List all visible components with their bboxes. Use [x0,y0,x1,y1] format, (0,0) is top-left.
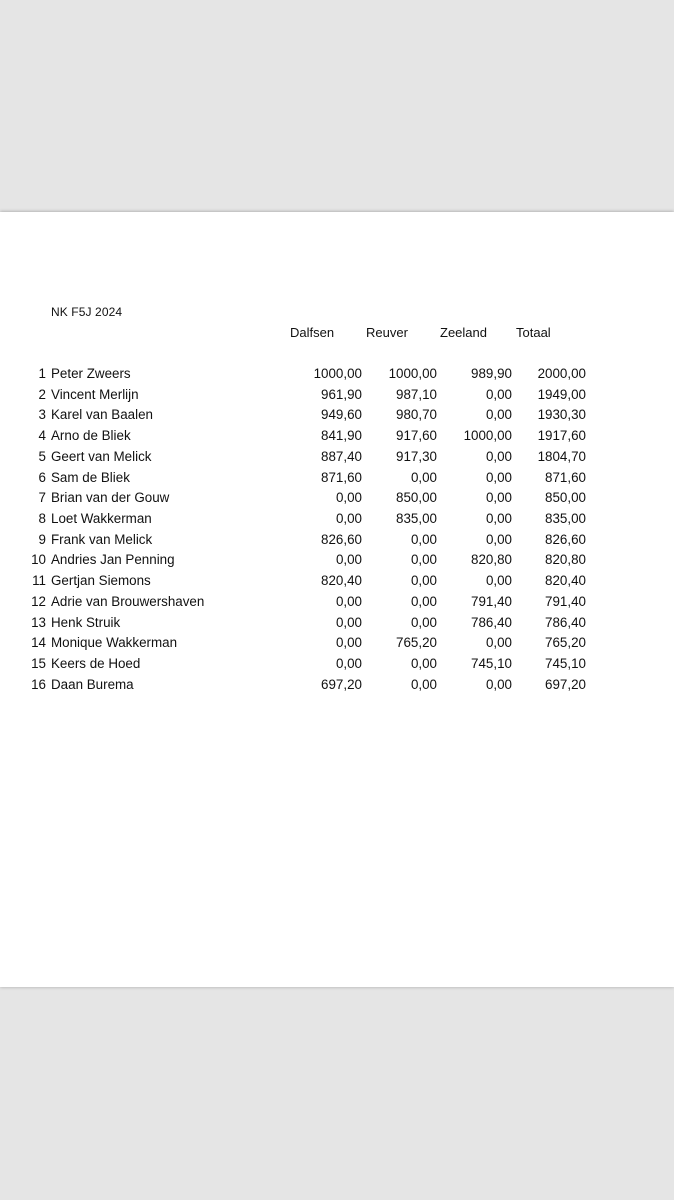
table-row [0,633,674,654]
zeeland-cell: 0,00 [485,469,512,485]
name-cell: Keers de Hoed [51,656,141,672]
reuver-cell: 765,20 [396,635,437,651]
table-row [0,571,674,592]
table-row [0,488,674,509]
rank-cell: 7 [38,490,46,506]
name-cell: Adrie van Brouwershaven [51,593,205,609]
column-header-totaal: Totaal [516,325,551,340]
name-cell: Gertjan Siemons [51,573,151,589]
reuver-cell: 0,00 [410,593,437,609]
reuver-cell: 917,60 [396,428,437,444]
rank-cell: 11 [32,573,46,589]
dalfsen-cell: 1000,00 [313,366,362,381]
table-row [0,426,674,447]
zeeland-cell: 745,10 [471,656,512,672]
totaal-cell: 820,40 [545,573,586,589]
totaal-cell: 745,10 [545,656,586,672]
rank-cell: 3 [38,407,46,423]
totaal-cell: 1917,60 [537,428,586,444]
dalfsen-cell: 887,40 [321,448,362,464]
dalfsen-cell: 0,00 [335,511,362,527]
rank-cell: 15 [31,656,46,672]
document-page [0,212,674,987]
dalfsen-cell: 871,60 [321,469,362,485]
totaal-cell: 765,20 [545,635,586,651]
rank-cell: 5 [38,448,46,464]
zeeland-cell: 0,00 [485,573,512,589]
name-cell: Peter Zweers [51,366,131,381]
dalfsen-cell: 0,00 [335,593,362,609]
table-row [0,509,674,530]
totaal-cell: 820,80 [545,552,586,568]
zeeland-cell: 1000,00 [463,428,512,444]
rank-cell: 1 [38,366,46,381]
dalfsen-cell: 820,40 [321,573,362,589]
dalfsen-cell: 0,00 [335,552,362,568]
rank-cell: 8 [38,511,46,527]
reuver-cell: 0,00 [410,552,437,568]
dalfsen-cell: 0,00 [335,656,362,672]
name-cell: Daan Burema [51,676,134,692]
table-row [0,550,674,571]
zeeland-cell: 0,00 [485,448,512,464]
table-row [0,654,674,675]
name-cell: Sam de Bliek [51,469,130,485]
totaal-cell: 1949,00 [537,386,586,402]
reuver-cell: 0,00 [410,676,437,692]
rank-cell: 9 [38,531,46,547]
zeeland-cell: 791,40 [471,593,512,609]
results-table [0,364,674,696]
reuver-cell: 0,00 [410,573,437,589]
rank-cell: 2 [38,386,46,402]
rank-cell: 14 [31,635,46,651]
table-row [0,364,674,385]
table-row [0,468,674,489]
reuver-cell: 917,30 [396,448,437,464]
table-row [0,405,674,426]
totaal-cell: 871,60 [545,469,586,485]
rank-cell: 10 [31,552,46,568]
reuver-cell: 0,00 [410,469,437,485]
name-cell: Karel van Baalen [51,407,153,423]
name-cell: Monique Wakkerman [51,635,178,651]
zeeland-cell: 0,00 [485,386,512,402]
name-cell: Frank van Melick [51,531,153,547]
name-cell: Andries Jan Penning [51,552,175,568]
totaal-cell: 697,20 [545,676,586,692]
column-header-zeeland: Zeeland [440,325,487,340]
reuver-cell: 835,00 [396,511,437,527]
name-cell: Geert van Melick [51,448,152,464]
reuver-cell: 0,00 [410,531,437,547]
name-cell: Henk Struik [51,614,121,630]
zeeland-cell: 786,40 [471,614,512,630]
name-cell: Arno de Bliek [51,428,131,444]
name-cell: Brian van der Gouw [51,490,170,506]
table-row [0,675,674,696]
reuver-cell: 0,00 [410,614,437,630]
totaal-cell: 850,00 [545,490,586,506]
rank-cell: 13 [31,614,46,630]
zeeland-cell: 0,00 [485,635,512,651]
dalfsen-cell: 841,90 [321,428,362,444]
dalfsen-cell: 0,00 [335,490,362,506]
reuver-cell: 0,00 [410,656,437,672]
zeeland-cell: 0,00 [485,490,512,506]
dalfsen-cell: 949,60 [321,407,362,423]
dalfsen-cell: 961,90 [321,386,362,402]
zeeland-cell: 0,00 [485,531,512,547]
zeeland-cell: 0,00 [485,676,512,692]
dalfsen-cell: 0,00 [335,635,362,651]
reuver-cell: 987,10 [396,386,437,402]
dalfsen-cell: 826,60 [321,531,362,547]
dalfsen-cell: 697,20 [321,676,362,692]
rank-cell: 6 [38,469,46,485]
table-row [0,530,674,551]
zeeland-cell: 0,00 [485,511,512,527]
reuver-cell: 980,70 [396,407,437,423]
totaal-cell: 1930,30 [537,407,586,423]
reuver-cell: 850,00 [396,490,437,506]
column-header-dalfsen: Dalfsen [290,325,335,340]
table-row [0,592,674,613]
table-row [0,613,674,634]
table-row [0,447,674,468]
totaal-cell: 2000,00 [537,366,586,381]
dalfsen-cell: 0,00 [335,614,362,630]
document-title: NK F5J 2024 [51,305,123,319]
totaal-cell: 791,40 [545,593,586,609]
reuver-cell: 1000,00 [388,366,437,381]
totaal-cell: 1804,70 [537,448,586,464]
totaal-cell: 826,60 [545,531,586,547]
rank-cell: 16 [31,676,46,692]
zeeland-cell: 989,90 [471,366,512,381]
column-header-reuver: Reuver [366,325,408,340]
rank-cell: 12 [31,593,46,609]
name-cell: Loet Wakkerman [51,511,152,527]
name-cell: Vincent Merlijn [51,386,139,402]
zeeland-cell: 0,00 [485,407,512,423]
rank-cell: 4 [38,428,46,444]
table-row [0,385,674,406]
zeeland-cell: 820,80 [471,552,512,568]
totaal-cell: 835,00 [545,511,586,527]
totaal-cell: 786,40 [545,614,586,630]
